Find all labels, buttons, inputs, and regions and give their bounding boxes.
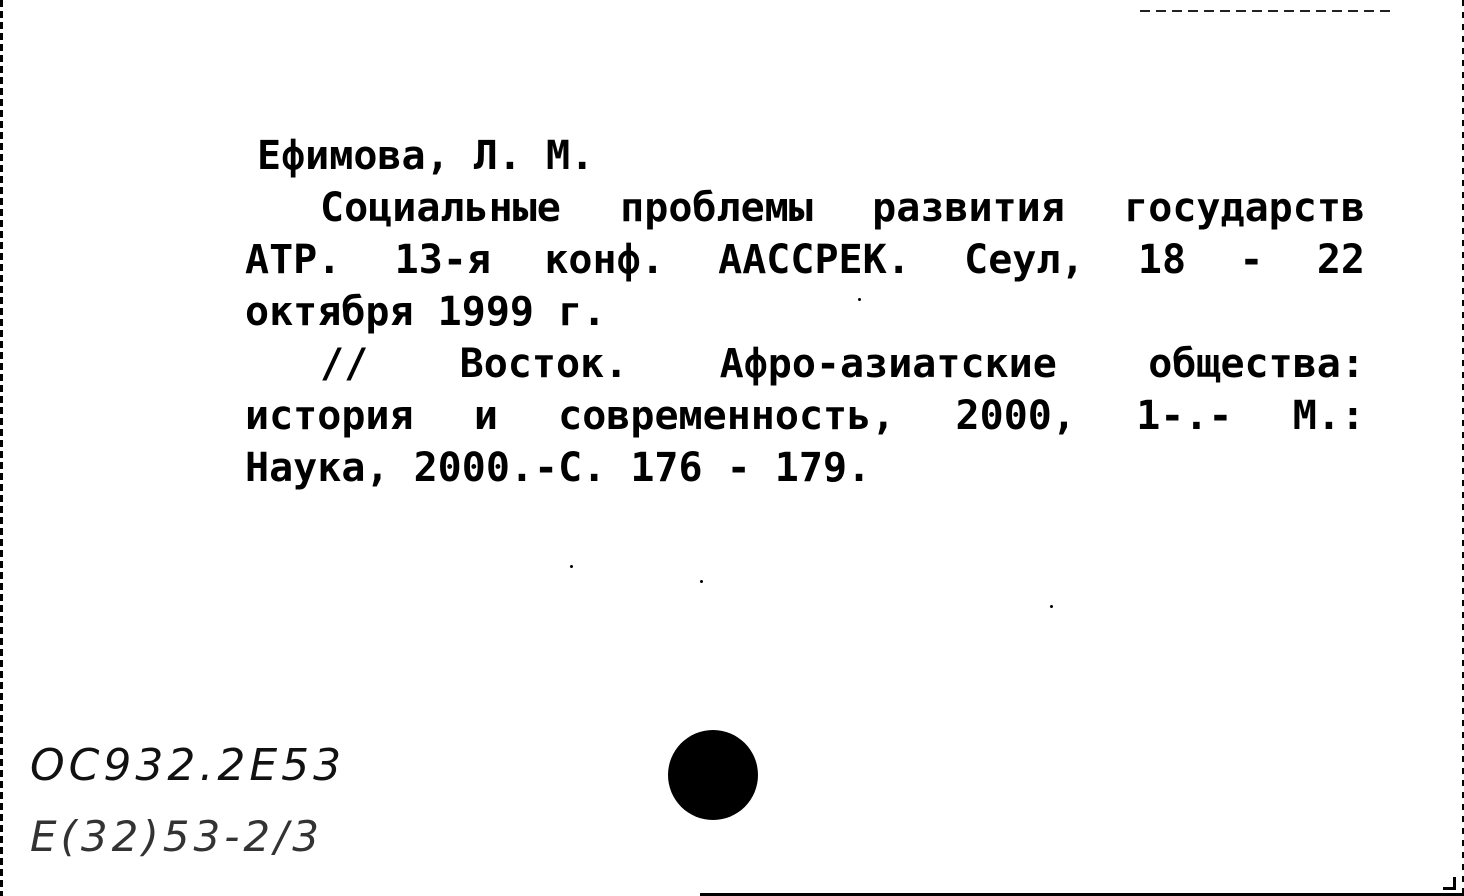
word: история	[245, 393, 414, 439]
word: Сеул,	[964, 237, 1085, 283]
word: 22	[1316, 237, 1365, 283]
word: современность,	[558, 393, 896, 439]
word: 18	[1137, 237, 1187, 283]
word: -	[1239, 237, 1264, 283]
title-line-2	[245, 234, 1365, 286]
source-line-2	[245, 390, 1365, 442]
word: государств	[1124, 185, 1365, 231]
bibliographic-record	[245, 130, 1365, 494]
word: конф.	[544, 237, 665, 283]
date-text: октября 1999 г.	[245, 289, 607, 335]
word: Афро-азиатские	[719, 341, 1057, 387]
word: проблемы	[620, 185, 813, 231]
card-top-edge	[1140, 10, 1390, 12]
source-line-3	[245, 442, 1365, 494]
word: общества:	[1148, 341, 1365, 387]
title-line-3	[245, 286, 1365, 338]
speck	[700, 580, 703, 583]
word: 2000,	[955, 393, 1076, 439]
word: М.:	[1292, 393, 1365, 439]
word: Восток.	[459, 341, 629, 387]
title-line-1	[245, 182, 1365, 234]
speck	[858, 298, 861, 301]
word: //	[320, 341, 369, 387]
speck	[1050, 605, 1053, 608]
card-corner-mark	[1443, 877, 1456, 890]
speck	[570, 565, 573, 568]
publisher-text: Наука, 2000.-С. 176 - 179.	[245, 445, 872, 491]
word: ААССРЕК.	[718, 237, 911, 283]
punch-hole	[668, 730, 758, 820]
word: АТР.	[245, 237, 342, 283]
source-line-1	[245, 338, 1365, 390]
call-number-2: Е(32)53-2/3	[30, 812, 323, 861]
call-number-1: ОС932.2Е53	[30, 740, 346, 791]
card-left-edge	[0, 0, 3, 896]
word: развития	[872, 185, 1065, 231]
author-line: Ефимова, Л. М.	[257, 133, 595, 179]
word: Социальные	[320, 185, 561, 231]
word: 1-.-	[1136, 393, 1233, 439]
word: и	[473, 393, 498, 439]
word: 13-я	[394, 237, 491, 283]
